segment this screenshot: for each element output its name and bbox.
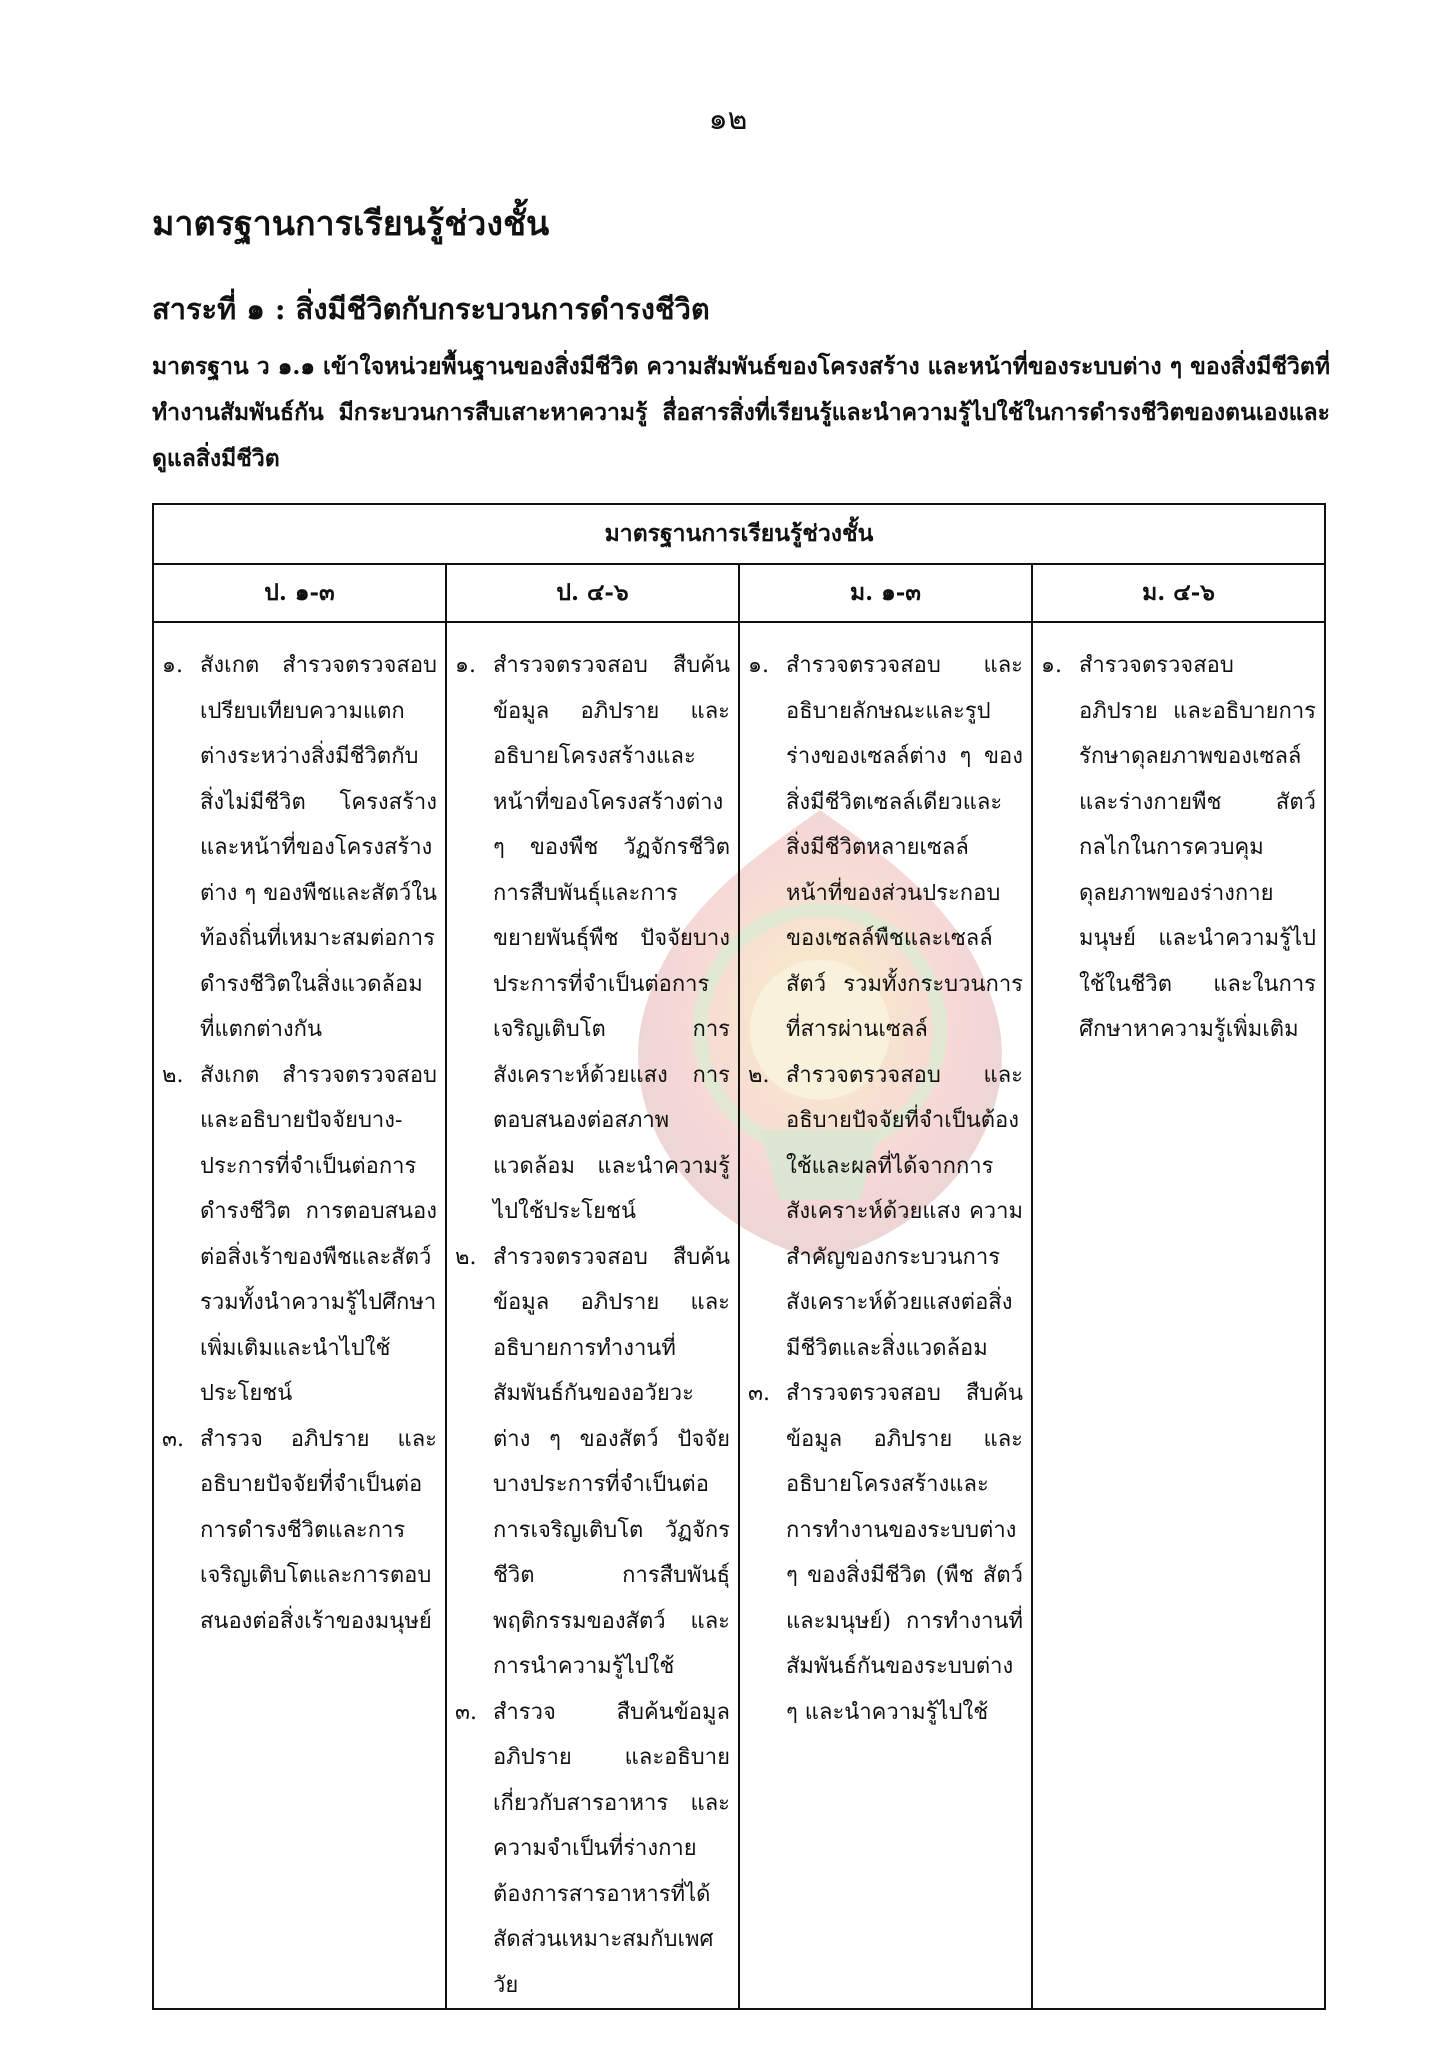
- column-m4-6: [1032, 622, 1325, 2009]
- list-item: [162, 1417, 437, 1645]
- grade-header-m1-3: ม. ๑-๓: [739, 564, 1032, 622]
- item-text: สำรวจตรวจสอบ สืบค้นข้อมูล อภิปราย และอธิบายการทำงานที่สัมพันธ์กันของอวัยวะต่าง ๆ ของสัตว์ ปัจจัยบางประการที่จำเป็นต่อการเจริญเติบโต วัฏจักรชีวิต การสืบพันธุ์ พฤติกรรมของสัตว์ และการนำความรู้ไปใช้: [493, 1244, 730, 1679]
- list-item: [455, 1235, 730, 1690]
- list-item: [162, 643, 437, 1053]
- item-text: สำรวจตรวจสอบ และอธิบายปัจจัยที่จำเป็นต้องใช้และผลที่ได้จากการสังเคราะห์ด้วยแสง ความสำคัญของกระบวนการสังเคราะห์ด้วยแสงต่อสิ่งมีชีวิตและสิ่งแวดล้อม: [786, 1062, 1023, 1361]
- column-p1-3: [153, 622, 446, 2009]
- item-text: สังเกต สำรวจตรวจสอบ และอธิบายปัจจัยบาง-ประการที่จำเป็นต่อการดำรงชีวิต การตอบสนองต่อสิ่งเร้าของพืชและสัตว์ รวมทั้งนำความรู้ไปศึกษาเพิ่มเติมและนำไปใช้ประโยชน์: [200, 1062, 437, 1406]
- item-number: ๓.: [748, 1381, 771, 1406]
- item-number: ๒.: [455, 1244, 477, 1270]
- list-item: [455, 643, 730, 1235]
- item-number: ๑.: [162, 653, 183, 678]
- item-number: ๑.: [1041, 653, 1062, 678]
- section-title: มาตรฐานการเรียนรู้ช่วงชั้น: [152, 204, 550, 244]
- grade-header-m4-6: ม. ๔-๖: [1032, 564, 1325, 622]
- learning-standards-table: [152, 503, 1326, 2010]
- item-number: ๑.: [455, 653, 476, 678]
- item-text: สำรวจตรวจสอบ อภิปราย และอธิบายการรักษาดุลยภาพของเซลล์และร่างกายพืช สัตว์ กลไกในการควบคุมดุลยภาพของร่างกายมนุษย์ และนำความรู้ไปใช้ในชีวิต และในการศึกษาหาความรู้เพิ่มเติม: [1079, 653, 1316, 1042]
- list-item: [455, 1690, 730, 2009]
- item-number: ๑.: [748, 653, 769, 678]
- item-text: สำรวจ อภิปราย และอธิบายปัจจัยที่จำเป็นต่อการดำรงชีวิตและการเจริญเติบโตและการตอบสนองต่อสิ่งเร้าของมนุษย์: [200, 1426, 437, 1634]
- column-m1-3: [739, 622, 1032, 2009]
- list-item: [748, 643, 1023, 1053]
- item-number: ๒.: [748, 1062, 770, 1088]
- item-text: สำรวจตรวจสอบ สืบค้นข้อมูล อภิปราย และอธิบายโครงสร้างและการทำงานของระบบต่าง ๆ ของสิ่งมีชีวิต (พืช สัตว์ และมนุษย์) การทำงานที่สัมพันธ์กันของระบบต่าง ๆ และนำความรู้ไปใช้: [786, 1381, 1023, 1725]
- grade-header-p4-6: ป. ๔-๖: [446, 564, 739, 622]
- item-number: ๒.: [162, 1062, 184, 1088]
- standard-statement: มาตรฐาน ว ๑.๑ เข้าใจหน่วยพื้นฐานของสิ่งมีชีวิต ความสัมพันธ์ของโครงสร้าง และหน้าที่ของระบบต่าง ๆ ของสิ่งมีชีวิตที่ทำงานสัมพันธ์กัน มีกระบวนการสืบเสาะหาความรู้ สื่อสารสิ่งที่เรียนรู้และนำความรู้ไปใช้ในการดำรงชีวิตของตนเองและดูแลสิ่งมีชีวิต: [152, 353, 1330, 472]
- page-number: ๑๒: [708, 102, 748, 137]
- item-text: สำรวจ สืบค้นข้อมูล อภิปราย และอธิบายเกี่ยวกับสารอาหาร และความจำเป็นที่ร่างกายต้องการสารอาหารที่ได้สัดส่วนเหมาะสมกับเพศ วัย: [493, 1699, 730, 1998]
- item-number: ๓.: [162, 1426, 185, 1452]
- list-item: [748, 1371, 1023, 1735]
- table-header: มาตรฐานการเรียนรู้ช่วงชั้น: [153, 504, 1325, 564]
- column-p4-6: [446, 622, 739, 2009]
- list-item: [1041, 643, 1316, 1053]
- strand-title: สาระที่ ๑ : สิ่งมีชีวิตกับกระบวนการดำรงชีวิต: [152, 292, 710, 326]
- grade-header-p1-3: ป. ๑-๓: [153, 564, 446, 622]
- item-text: สำรวจตรวจสอบ และอธิบายลักษณะและรูปร่างของเซลล์ต่าง ๆ ของสิ่งมีชีวิตเซลล์เดียวและสิ่งมีชีวิตหลายเซลล์ หน้าที่ของส่วนประกอบของเซลล์พืชและเซลล์สัตว์ รวมทั้งกระบวนการที่สารผ่านเซลล์: [786, 653, 1023, 1042]
- item-text: สำรวจตรวจสอบ สืบค้นข้อมูล อภิปราย และอธิบายโครงสร้างและหน้าที่ของโครงสร้างต่าง ๆ ของพืช วัฏจักรชีวิต การสืบพันธุ์และการขยายพันธุ์พืช ปัจจัยบางประการที่จำเป็นต่อการเจริญเติบโต การสังเคราะห์ด้วยแสง การตอบสนองต่อสภาพแวดล้อม และนำความรู้ไปใช้ประโยชน์: [493, 653, 730, 1224]
- list-item: [748, 1053, 1023, 1372]
- list-item: [162, 1053, 437, 1417]
- item-number: ๓.: [455, 1699, 478, 1725]
- item-text: สังเกต สำรวจตรวจสอบ เปรียบเทียบความแตกต่างระหว่างสิ่งมีชีวิตกับสิ่งไม่มีชีวิต โครงสร้างและหน้าที่ของโครงสร้างต่าง ๆ ของพืชและสัตว์ในท้องถิ่นที่เหมาะสมต่อการดำรงชีวิตในสิ่งแวดล้อมที่แตกต่างกัน: [200, 653, 437, 1042]
